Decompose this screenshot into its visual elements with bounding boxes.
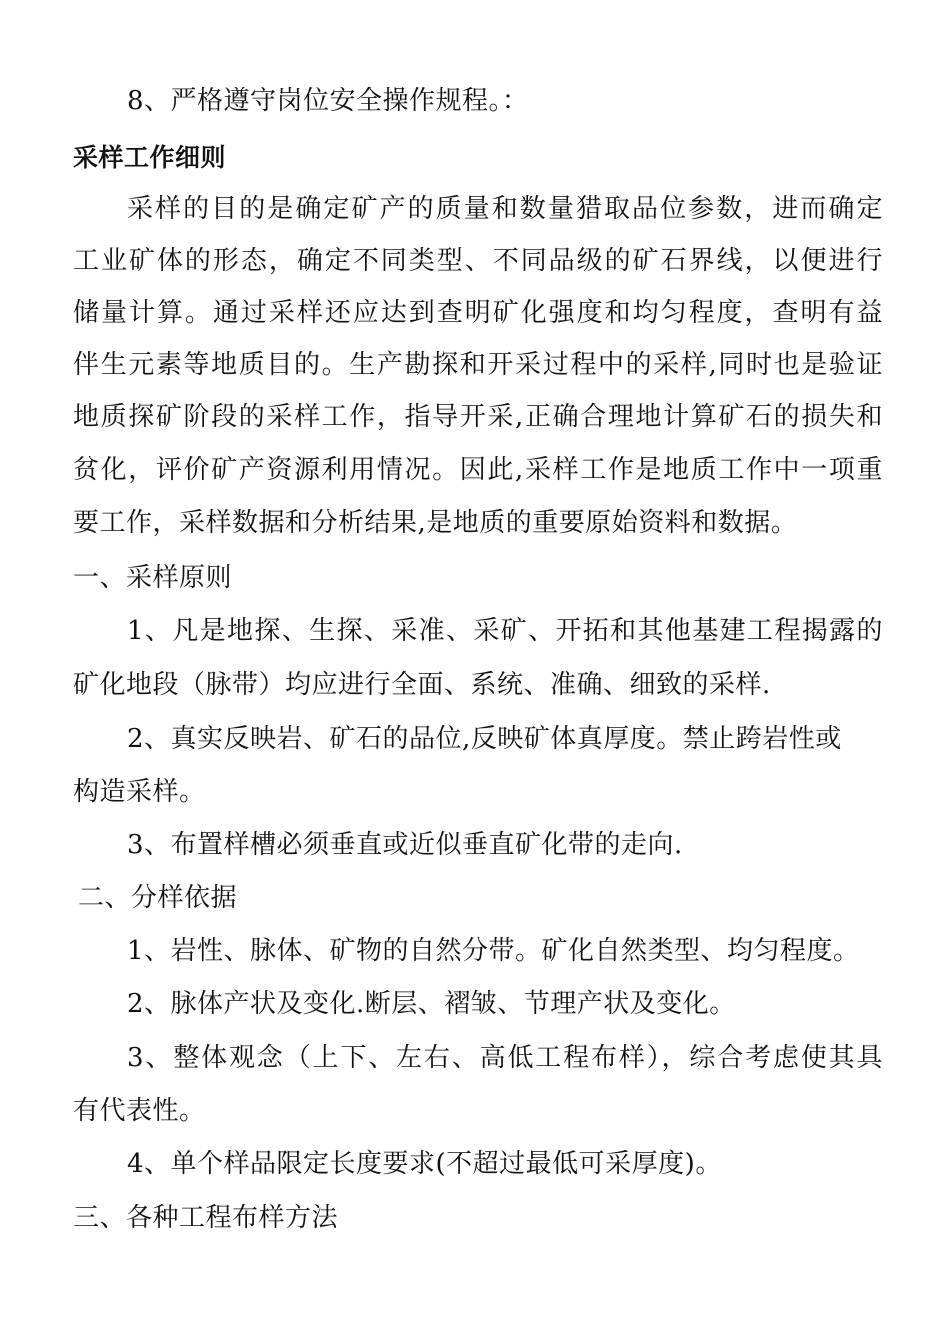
section-2-heading: 二、分样依据 xyxy=(78,883,238,913)
intro-line-6: 贫化，评价矿产资源利用情况。因此,采样工作是地质工作中一项重 xyxy=(73,455,883,485)
section-1-item-3: 3、布置样槽必须垂直或近似垂直矿化带的走向. xyxy=(127,830,683,860)
section-3-heading: 三、各种工程布样方法 xyxy=(73,1203,339,1233)
intro-line-1: 采样的目的是确定矿产的质量和数量猎取品位参数，进而确定 xyxy=(127,194,883,224)
intro-line-2: 工业矿体的形态，确定不同类型、不同品级的矿石界线，以便进行 xyxy=(73,246,883,276)
intro-line-3: 储量计算。通过采样还应达到查明矿化强度和均匀程度，查明有益 xyxy=(73,298,883,328)
section-2-item-4: 4、单个样品限定长度要求(不超过最低可采厚度)。 xyxy=(127,1149,722,1179)
intro-line-4: 伴生元素等地质目的。生产勘探和开采过程中的采样,同时也是验证 xyxy=(73,350,883,380)
document-title: 采样工作细则 xyxy=(73,143,227,172)
section-1-item-1-line-1: 1、凡是地探、生探、采准、采矿、开拓和其他基建工程揭露的 xyxy=(127,616,883,646)
item-8-text: 8、严格遵守岗位安全操作规程。： xyxy=(127,86,529,116)
section-1-item-1-line-2: 矿化地段（脉带）均应进行全面、系统、准确、细致的采样. xyxy=(73,670,771,700)
section-2-item-3-line-1: 3、整体观念（上下、左右、高低工程布样），综合考虑使其具 xyxy=(127,1043,883,1073)
intro-line-7: 要工作，采样数据和分析结果,是地质的重要原始资料和数据。 xyxy=(73,508,798,538)
intro-line-5: 地质探矿阶段的采样工作，指导开采,正确合理地计算矿石的损失和 xyxy=(73,402,883,432)
section-2-item-3-line-2: 有代表性。 xyxy=(73,1096,206,1126)
section-2-item-2: 2、脉体产状及变化.断层、褶皱、节理产状及变化。 xyxy=(127,989,736,1019)
section-1-heading: 一、采样原则 xyxy=(73,563,233,593)
section-2-item-1: 1、岩性、脉体、矿物的自然分带。矿化自然类型、均匀程度。 xyxy=(127,936,860,966)
section-1-item-2-line-2: 构造采样。 xyxy=(73,777,206,807)
section-1-item-2-line-1: 2、真实反映岩、矿石的品位,反映矿体真厚度。禁止跨岩性或 xyxy=(127,724,842,754)
